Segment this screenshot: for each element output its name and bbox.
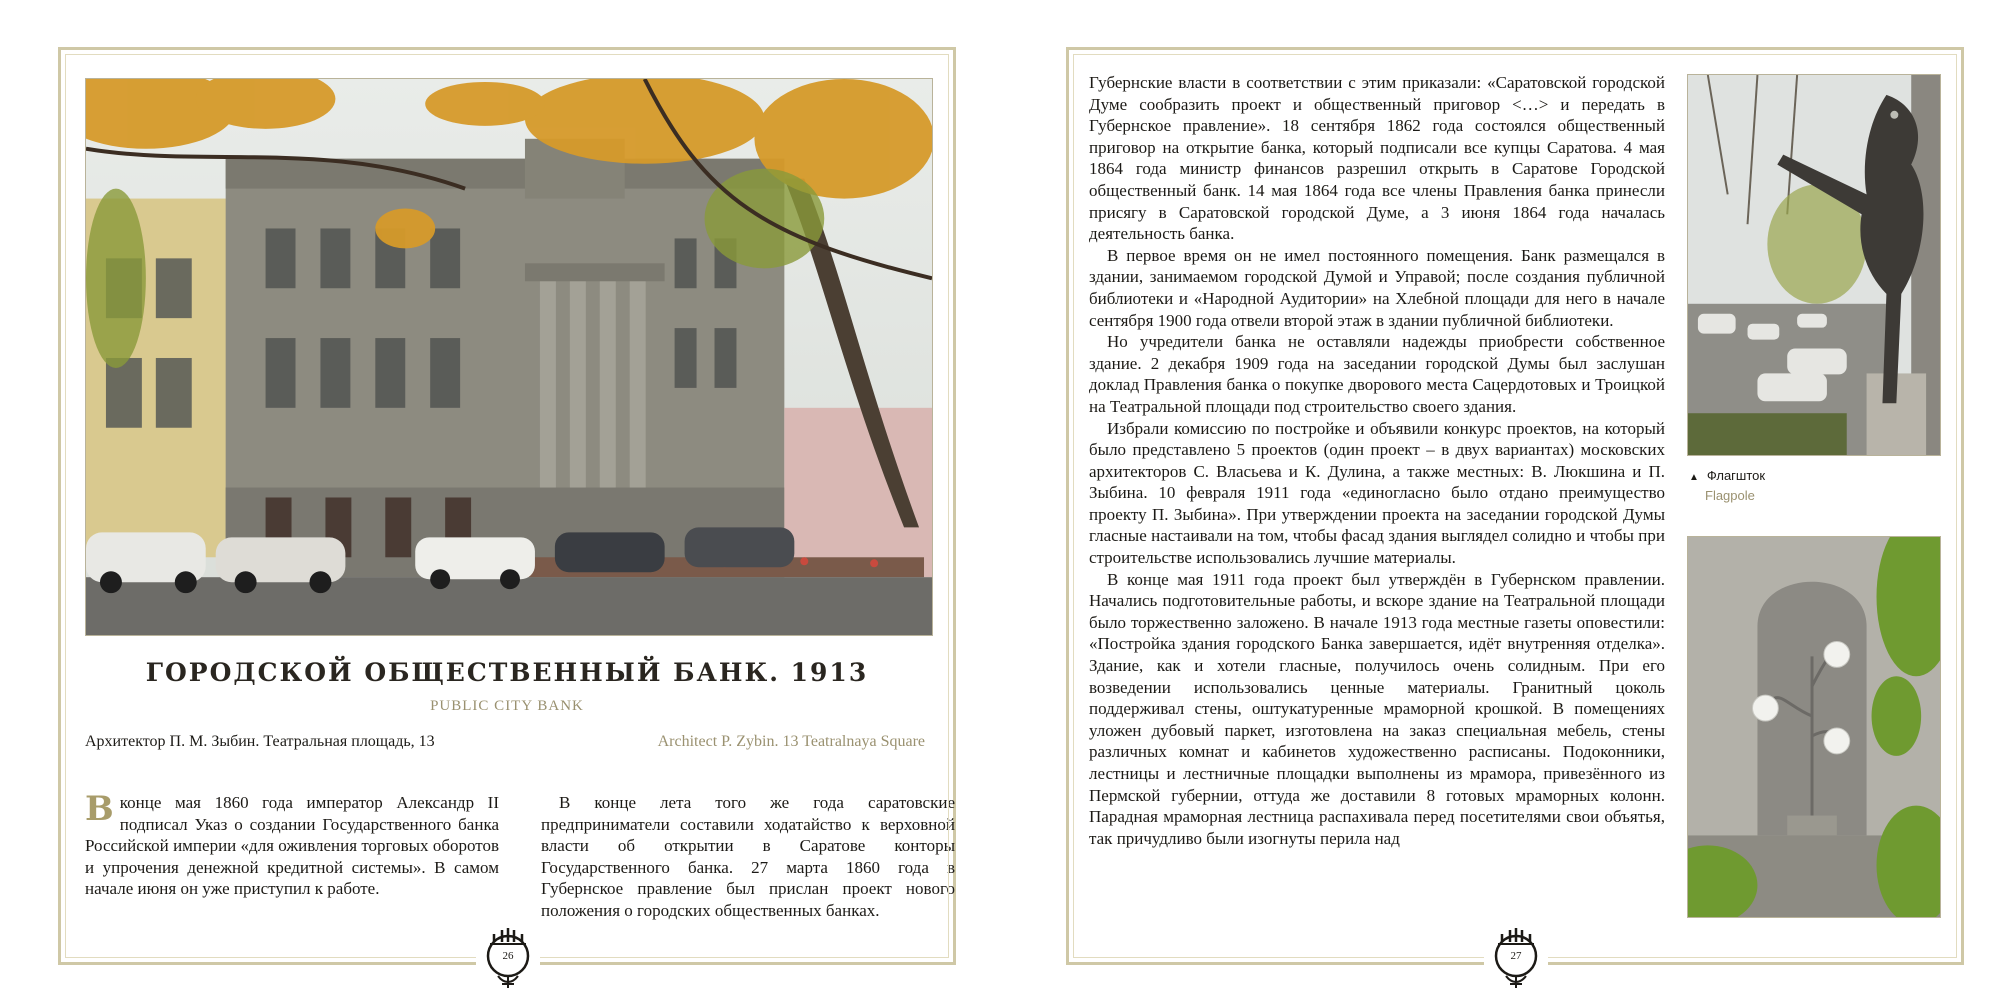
architect-credit-ru: Архитектор П. М. Зыбин. Театральная площадь, 13 [85,733,435,750]
drop-cap: В [85,789,114,829]
paragraph: В конце мая 1911 года проект был утверждён в Губернском правлении. Начались подготовительные работы, и вскоре здание на Театральной площади было торжественно заложено. В начале 1913 года местные газеты оповестили: «Постройка здания городского Банка завершается, идёт внутренняя отделка». Здание, как и хотели гласные, получилось очень солидным. При его возведении использовались ценные материалы. Гранитный цоколь поддерживал стены, оштукатуренные мраморной крошкой. В помещениях уложен дубовый паркет, изготовлена на заказ специальная мебель, стены различных комнат и кабинетов художественно расписаны. Подоконники, лестницы и лестничные площадки выполнены из мрамора, привезённого из Пермской губернии, оттуда же доставили 8 готовых мраморных колонн. Парадная мраморная лестница распахивала перед посетителями свои объятья, так причудливо были изогнуты перила над [1089,569,1665,848]
paragraph: Избрали комиссию по постройке и объявили конкурс проектов, на который было представлено 5 проектов (один проект – в двух вариантах) московских архитекторов С. Власьева и К. Дулина, а также местных: В. Люкшина и П. Зыбина. 10 февраля 1911 года «единогласно было отдано преимущество проекту П. Зыбина». При утверждении проекта на заседании городской Думы гласные настаивали на том, чтобы фасад здания выглядел солидно и чтобы при строительстве использовались лучшие материалы. [1089,418,1665,568]
body-column-2: В конце лета того же года саратовские предприниматели составили ходатайство к верховной власти об открытии в Саратове конторы Государственного банка. 27 марта 1860 года в Губернское правление был прислан проект нового положения о городских общественных банках. [541,793,955,920]
page-number-left [476,926,540,990]
paragraph: В первое время он не имел постоянного помещения. Банк размещался в здании, занимаемом городской Думой и Управой; после создания публичной библиотеки и «Народной Аудитории» на Хлебной площади для него в начале сентября 1900 года отвели второй этаж в здании публичной библиотеки. [1089,245,1665,330]
article-title: ГОРОДСКОЙ ОБЩЕСТВЕННЫЙ БАНК. 1913 [145,658,869,687]
body-text-right [1089,72,1665,849]
caption-arrow-icon: ▲ [1689,472,1699,483]
paragraph: Но учредители банка не оставляли надежды приобрести собственное здание. 2 декабря 1909 года на заседании городской Думы был заслушан доклад Правления банка о покупке дворового места Сацердотовых и Троицкой на Театральной площади под строительство своего здания. [1089,332,1665,416]
photo-caption-en: Flagpole [1705,488,1755,503]
flagpole-photo [1687,74,1941,456]
left-page [58,47,956,965]
photo-caption-ru: ▲ Флагшток [1689,468,1766,483]
body-text-col1: конце мая 1860 года император Александр II подписал Указ о создании Государственного банка Российской империи «для оживления торговых оборотов и упрочения денежной кредитной системы». В самом начале июня он уже приступил к работе. [85,793,499,898]
paragraph: Губернские власти в соответствии с этим приказали: «Саратовской городской Думе сообразить проект и общественный приговор <…> и передать в Губернское правление». 18 сентября 1862 года состоялся общественный приговор на открытие банка, который подписали все купцы Саратова. 4 мая 1864 года министр финансов разрешил открыть в Саратове Городской общественный банк. 14 мая 1864 года все члены Правления банка принесли присягу в Саратовской городской Думе, а 3 июня 1864 года началась деятельность банка. [1089,73,1665,244]
page-number-text: 26 [502,950,514,962]
article-subtitle-en: PUBLIC CITY BANK [430,698,584,714]
page-number-text: 27 [1510,950,1522,962]
right-page [1066,47,1964,965]
architect-credit-en: Architect P. Zybin. 13 Teatralnaya Square [657,733,925,750]
lamp-niche-photo [1687,536,1941,918]
body-column-1 [85,789,499,900]
page-number-right [1484,926,1548,990]
bank-building-photo [85,78,933,636]
